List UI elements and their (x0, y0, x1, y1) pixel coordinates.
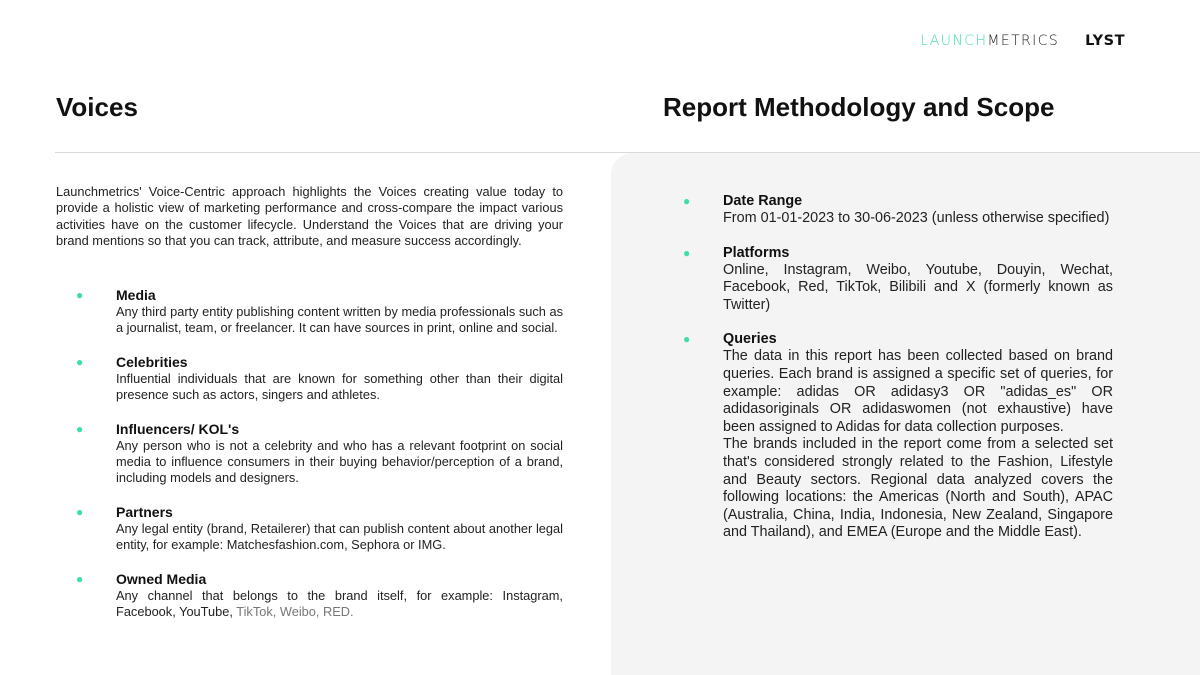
brand-logos (920, 33, 1125, 49)
methodology-list (663, 193, 1113, 542)
item-title: Partners (116, 503, 173, 520)
bullet-dot-icon: ● (76, 571, 84, 586)
bullet-dot-icon: ● (76, 421, 84, 436)
item-description: Any third party entity publishing content written by media professionals such as a journalist, team, or freelancer. It can have sources in print, online and social. (116, 304, 563, 336)
item-title: Platforms (723, 244, 790, 261)
methodology-title: Report Methodology and Scope (663, 92, 1055, 122)
item-title: Media (116, 287, 156, 303)
bullet-dot-icon: ● (683, 194, 691, 208)
lyst-logo: LYST (1085, 33, 1125, 49)
item-description: Any legal entity (brand, Retailerer) that can publish content about another legal entity, for example: Matchesfashion.com, Sephora or IMG. (116, 520, 563, 553)
item-description: The data in this report has been collected based on brand queries. Each brand is assigned a specific set of queries, for example: adidas OR adidasy3 OR "adidas_es" OR adidasoriginals OR adidaswomen (not exhaustive) have been assigned to Adidas for data collection purposes. (723, 348, 1113, 435)
item-title: Influencers/ KOL's (116, 420, 240, 437)
voices-title: Voices (56, 92, 138, 122)
list-item-platforms (663, 245, 1113, 315)
list-item-date-range (663, 193, 1113, 228)
voices-intro: Launchmetrics' Voice-Centric approach highlights the Voices creating value today to provide a holistic view of marketing performance and cross-compare the impact various activities have on the customer lifecycle. Understand the Voices that are driving your brand mentions so that you can track, attribute, and measure success accordingly. (56, 184, 563, 249)
bullet-dot-icon: ● (683, 332, 691, 347)
item-title: Celebrities (116, 353, 188, 370)
item-description-main: Any channel that belongs to the brand itself, for example: Instagram, Facebook, YouTube, (116, 587, 563, 620)
voices-list (56, 287, 563, 620)
bullet-dot-icon: ● (76, 504, 84, 519)
launchmetrics-logo: LAUNCHMETRICS (920, 33, 1060, 49)
list-item-celebrities (56, 354, 563, 404)
list-item-owned-media (56, 571, 563, 621)
list-item-influencers (56, 421, 563, 487)
item-description-muted: TikTok, Weibo, RED. (236, 604, 354, 620)
list-item-queries (663, 331, 1113, 542)
item-title: Queries (723, 331, 777, 348)
item-description: Any person who is not a celebrity and who has a relevant footprint on social media to influence consumers in their buying behavior/perception of a brand, including models and designers. (116, 437, 563, 486)
bullet-dot-icon: ● (76, 288, 84, 302)
item-description: From 01-01-2023 to 30-06-2023 (unless otherwise specified) (723, 210, 1110, 226)
list-item-partners (56, 504, 563, 554)
item-description-continued: The brands included in the report come from a selected set that's considered strongly related to the Fashion, Lifestyle and Beauty sectors. Regional data analyzed covers the following locations: the Americas (North and South), APAC (Australia, China, India, Indonesia, New Zealand, Singapore and Thailand), and EMEA (Europe and the Middle East). (723, 436, 1113, 541)
item-title: Date Range (723, 193, 803, 209)
item-description (116, 588, 563, 621)
bullet-dot-icon: ● (76, 354, 84, 369)
item-description: Influential individuals that are known for something other than their digital presence such as actors, singers and athletes. (116, 370, 563, 403)
item-description: Online, Instagram, Weibo, Youtube, Douyin, Wechat, Facebook, Red, TikTok, Bilibili and X (formerly known as Twitter) (723, 261, 1113, 313)
list-item-media (56, 287, 563, 337)
bullet-dot-icon: ● (683, 245, 691, 260)
item-title: Owned Media (116, 570, 207, 587)
